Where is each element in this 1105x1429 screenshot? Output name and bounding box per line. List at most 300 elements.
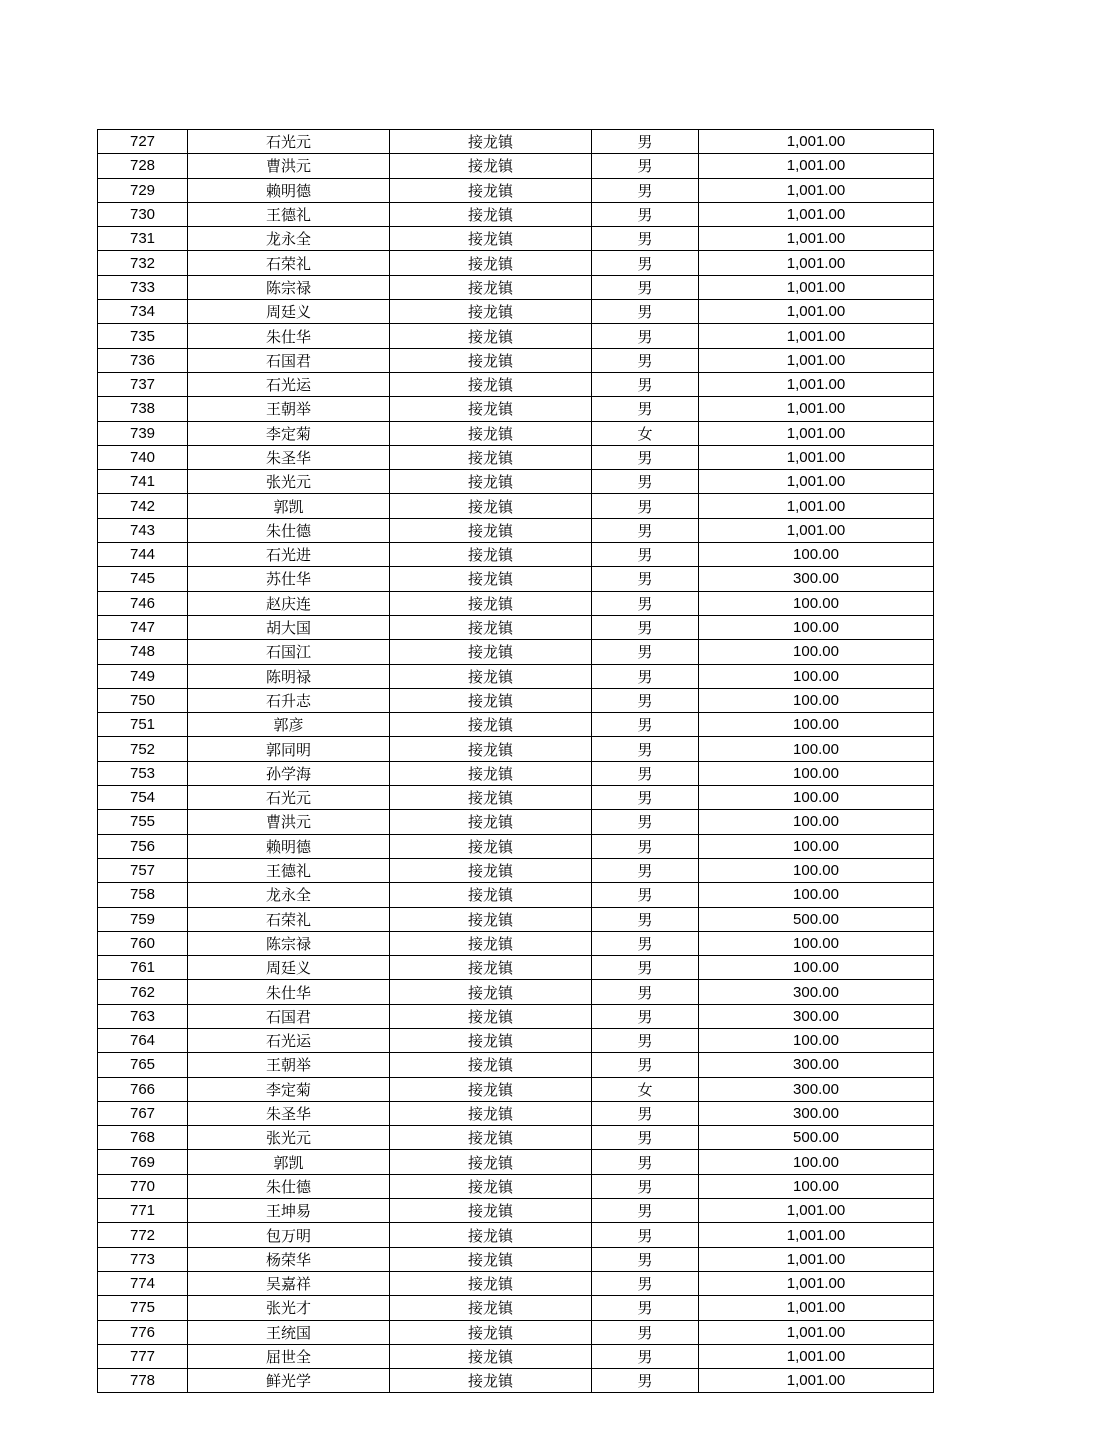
gender-cell: 男 [592, 1150, 699, 1174]
gender-cell: 男 [592, 1028, 699, 1052]
amount-cell: 100.00 [699, 615, 934, 639]
town-cell: 接龙镇 [390, 324, 592, 348]
amount-cell: 100.00 [699, 543, 934, 567]
name-cell: 曹洪元 [188, 154, 390, 178]
name-cell: 龙永全 [188, 227, 390, 251]
gender-cell: 男 [592, 543, 699, 567]
row-number-cell: 734 [98, 300, 188, 324]
table-row [98, 372, 934, 396]
gender-cell: 男 [592, 737, 699, 761]
row-number-cell: 757 [98, 858, 188, 882]
amount-cell: 100.00 [699, 761, 934, 785]
table-row [98, 275, 934, 299]
row-number-cell: 761 [98, 956, 188, 980]
table-row [98, 810, 934, 834]
town-cell: 接龙镇 [390, 1344, 592, 1368]
row-number-cell: 775 [98, 1296, 188, 1320]
gender-cell: 男 [592, 227, 699, 251]
town-cell: 接龙镇 [390, 713, 592, 737]
row-number-cell: 740 [98, 445, 188, 469]
town-cell: 接龙镇 [390, 397, 592, 421]
row-number-cell: 758 [98, 883, 188, 907]
town-cell: 接龙镇 [390, 834, 592, 858]
table-row [98, 615, 934, 639]
data-table [97, 129, 934, 1393]
gender-cell: 男 [592, 275, 699, 299]
gender-cell: 男 [592, 1223, 699, 1247]
gender-cell: 男 [592, 761, 699, 785]
table-row [98, 1369, 934, 1393]
row-number-cell: 748 [98, 640, 188, 664]
table-row [98, 227, 934, 251]
town-cell: 接龙镇 [390, 858, 592, 882]
gender-cell: 男 [592, 810, 699, 834]
gender-cell: 男 [592, 518, 699, 542]
gender-cell: 男 [592, 956, 699, 980]
town-cell: 接龙镇 [390, 664, 592, 688]
amount-cell: 100.00 [699, 956, 934, 980]
name-cell: 张光才 [188, 1296, 390, 1320]
gender-cell: 男 [592, 348, 699, 372]
table-row [98, 688, 934, 712]
amount-cell: 1,001.00 [699, 300, 934, 324]
name-cell: 杨荣华 [188, 1247, 390, 1271]
row-number-cell: 745 [98, 567, 188, 591]
name-cell: 王坤易 [188, 1199, 390, 1223]
table-row [98, 567, 934, 591]
name-cell: 郭彦 [188, 713, 390, 737]
amount-cell: 100.00 [699, 786, 934, 810]
town-cell: 接龙镇 [390, 1101, 592, 1125]
name-cell: 陈明禄 [188, 664, 390, 688]
row-number-cell: 776 [98, 1320, 188, 1344]
name-cell: 屈世全 [188, 1344, 390, 1368]
name-cell: 朱仕华 [188, 324, 390, 348]
name-cell: 李定菊 [188, 421, 390, 445]
table-row [98, 591, 934, 615]
amount-cell: 500.00 [699, 1126, 934, 1150]
table-row [98, 154, 934, 178]
amount-cell: 300.00 [699, 1004, 934, 1028]
name-cell: 朱圣华 [188, 1101, 390, 1125]
name-cell: 周廷义 [188, 956, 390, 980]
town-cell: 接龙镇 [390, 567, 592, 591]
row-number-cell: 728 [98, 154, 188, 178]
amount-cell: 300.00 [699, 980, 934, 1004]
gender-cell: 男 [592, 834, 699, 858]
amount-cell: 1,001.00 [699, 1296, 934, 1320]
amount-cell: 100.00 [699, 640, 934, 664]
gender-cell: 男 [592, 1320, 699, 1344]
amount-cell: 300.00 [699, 1101, 934, 1125]
name-cell: 赖明德 [188, 834, 390, 858]
gender-cell: 男 [592, 154, 699, 178]
table-row [98, 640, 934, 664]
name-cell: 张光元 [188, 1126, 390, 1150]
amount-cell: 1,001.00 [699, 1247, 934, 1271]
gender-cell: 男 [592, 713, 699, 737]
amount-cell: 1,001.00 [699, 1271, 934, 1295]
table-row [98, 858, 934, 882]
town-cell: 接龙镇 [390, 227, 592, 251]
table-row [98, 931, 934, 955]
amount-cell: 1,001.00 [699, 1369, 934, 1393]
row-number-cell: 738 [98, 397, 188, 421]
town-cell: 接龙镇 [390, 494, 592, 518]
town-cell: 接龙镇 [390, 275, 592, 299]
gender-cell: 男 [592, 688, 699, 712]
amount-cell: 1,001.00 [699, 494, 934, 518]
table-row [98, 518, 934, 542]
row-number-cell: 746 [98, 591, 188, 615]
row-number-cell: 751 [98, 713, 188, 737]
gender-cell: 男 [592, 300, 699, 324]
name-cell: 赵庆连 [188, 591, 390, 615]
row-number-cell: 744 [98, 543, 188, 567]
gender-cell: 男 [592, 372, 699, 396]
row-number-cell: 774 [98, 1271, 188, 1295]
gender-cell: 男 [592, 470, 699, 494]
town-cell: 接龙镇 [390, 1028, 592, 1052]
gender-cell: 男 [592, 1344, 699, 1368]
town-cell: 接龙镇 [390, 1126, 592, 1150]
gender-cell: 男 [592, 858, 699, 882]
table-row [98, 1150, 934, 1174]
town-cell: 接龙镇 [390, 737, 592, 761]
town-cell: 接龙镇 [390, 348, 592, 372]
row-number-cell: 759 [98, 907, 188, 931]
name-cell: 王朝举 [188, 1053, 390, 1077]
amount-cell: 100.00 [699, 713, 934, 737]
table-row [98, 1126, 934, 1150]
town-cell: 接龙镇 [390, 761, 592, 785]
amount-cell: 1,001.00 [699, 1223, 934, 1247]
town-cell: 接龙镇 [390, 1271, 592, 1295]
town-cell: 接龙镇 [390, 300, 592, 324]
town-cell: 接龙镇 [390, 591, 592, 615]
town-cell: 接龙镇 [390, 786, 592, 810]
table-row [98, 664, 934, 688]
name-cell: 朱仕德 [188, 1174, 390, 1198]
table-row [98, 1247, 934, 1271]
town-cell: 接龙镇 [390, 421, 592, 445]
gender-cell: 男 [592, 1004, 699, 1028]
amount-cell: 1,001.00 [699, 445, 934, 469]
town-cell: 接龙镇 [390, 688, 592, 712]
amount-cell: 1,001.00 [699, 397, 934, 421]
gender-cell: 男 [592, 251, 699, 275]
town-cell: 接龙镇 [390, 907, 592, 931]
town-cell: 接龙镇 [390, 1223, 592, 1247]
town-cell: 接龙镇 [390, 1150, 592, 1174]
row-number-cell: 760 [98, 931, 188, 955]
row-number-cell: 729 [98, 178, 188, 202]
table-body [98, 130, 934, 1393]
row-number-cell: 766 [98, 1077, 188, 1101]
gender-cell: 男 [592, 907, 699, 931]
town-cell: 接龙镇 [390, 202, 592, 226]
table-row [98, 421, 934, 445]
town-cell: 接龙镇 [390, 931, 592, 955]
name-cell: 孙学海 [188, 761, 390, 785]
row-number-cell: 769 [98, 1150, 188, 1174]
town-cell: 接龙镇 [390, 130, 592, 154]
row-number-cell: 754 [98, 786, 188, 810]
gender-cell: 男 [592, 980, 699, 1004]
table-row [98, 907, 934, 931]
table-row [98, 300, 934, 324]
table-row [98, 1028, 934, 1052]
table-row [98, 1320, 934, 1344]
row-number-cell: 773 [98, 1247, 188, 1271]
table-row [98, 494, 934, 518]
name-cell: 周廷义 [188, 300, 390, 324]
town-cell: 接龙镇 [390, 810, 592, 834]
gender-cell: 男 [592, 1101, 699, 1125]
name-cell: 赖明德 [188, 178, 390, 202]
table-row [98, 737, 934, 761]
name-cell: 王德礼 [188, 202, 390, 226]
gender-cell: 男 [592, 1199, 699, 1223]
gender-cell: 男 [592, 1296, 699, 1320]
amount-cell: 100.00 [699, 1150, 934, 1174]
amount-cell: 300.00 [699, 1077, 934, 1101]
amount-cell: 1,001.00 [699, 1199, 934, 1223]
town-cell: 接龙镇 [390, 1320, 592, 1344]
gender-cell: 男 [592, 202, 699, 226]
gender-cell: 男 [592, 178, 699, 202]
gender-cell: 男 [592, 1053, 699, 1077]
town-cell: 接龙镇 [390, 1296, 592, 1320]
town-cell: 接龙镇 [390, 470, 592, 494]
name-cell: 鲜光学 [188, 1369, 390, 1393]
gender-cell: 男 [592, 1126, 699, 1150]
gender-cell: 男 [592, 591, 699, 615]
table-row [98, 956, 934, 980]
town-cell: 接龙镇 [390, 1199, 592, 1223]
table-row [98, 713, 934, 737]
gender-cell: 男 [592, 664, 699, 688]
row-number-cell: 750 [98, 688, 188, 712]
table-row [98, 397, 934, 421]
amount-cell: 100.00 [699, 883, 934, 907]
amount-cell: 1,001.00 [699, 227, 934, 251]
table-row [98, 1344, 934, 1368]
row-number-cell: 747 [98, 615, 188, 639]
amount-cell: 1,001.00 [699, 324, 934, 348]
gender-cell: 男 [592, 883, 699, 907]
row-number-cell: 735 [98, 324, 188, 348]
row-number-cell: 762 [98, 980, 188, 1004]
table-row [98, 1199, 934, 1223]
amount-cell: 100.00 [699, 810, 934, 834]
row-number-cell: 778 [98, 1369, 188, 1393]
row-number-cell: 741 [98, 470, 188, 494]
name-cell: 郭凯 [188, 494, 390, 518]
name-cell: 王统国 [188, 1320, 390, 1344]
name-cell: 苏仕华 [188, 567, 390, 591]
town-cell: 接龙镇 [390, 615, 592, 639]
town-cell: 接龙镇 [390, 178, 592, 202]
gender-cell: 男 [592, 324, 699, 348]
row-number-cell: 777 [98, 1344, 188, 1368]
gender-cell: 男 [592, 1369, 699, 1393]
gender-cell: 男 [592, 445, 699, 469]
amount-cell: 100.00 [699, 834, 934, 858]
town-cell: 接龙镇 [390, 883, 592, 907]
table-row [98, 178, 934, 202]
table-row [98, 1004, 934, 1028]
table-row [98, 348, 934, 372]
name-cell: 李定菊 [188, 1077, 390, 1101]
name-cell: 王朝举 [188, 397, 390, 421]
name-cell: 石光运 [188, 372, 390, 396]
row-number-cell: 743 [98, 518, 188, 542]
table-row [98, 761, 934, 785]
gender-cell: 男 [592, 1271, 699, 1295]
town-cell: 接龙镇 [390, 154, 592, 178]
amount-cell: 1,001.00 [699, 130, 934, 154]
amount-cell: 1,001.00 [699, 178, 934, 202]
amount-cell: 100.00 [699, 664, 934, 688]
gender-cell: 男 [592, 494, 699, 518]
name-cell: 石国江 [188, 640, 390, 664]
table-row [98, 786, 934, 810]
town-cell: 接龙镇 [390, 1004, 592, 1028]
gender-cell: 男 [592, 130, 699, 154]
amount-cell: 1,001.00 [699, 275, 934, 299]
row-number-cell: 755 [98, 810, 188, 834]
row-number-cell: 767 [98, 1101, 188, 1125]
amount-cell: 300.00 [699, 1053, 934, 1077]
name-cell: 张光元 [188, 470, 390, 494]
amount-cell: 100.00 [699, 688, 934, 712]
amount-cell: 100.00 [699, 1028, 934, 1052]
name-cell: 郭同明 [188, 737, 390, 761]
amount-cell: 100.00 [699, 931, 934, 955]
name-cell: 石光元 [188, 130, 390, 154]
amount-cell: 1,001.00 [699, 202, 934, 226]
table-row [98, 251, 934, 275]
row-number-cell: 739 [98, 421, 188, 445]
table-row [98, 1223, 934, 1247]
gender-cell: 男 [592, 931, 699, 955]
amount-cell: 1,001.00 [699, 518, 934, 542]
name-cell: 石光元 [188, 786, 390, 810]
town-cell: 接龙镇 [390, 518, 592, 542]
name-cell: 陈宗禄 [188, 931, 390, 955]
amount-cell: 1,001.00 [699, 470, 934, 494]
town-cell: 接龙镇 [390, 640, 592, 664]
town-cell: 接龙镇 [390, 1077, 592, 1101]
amount-cell: 100.00 [699, 858, 934, 882]
amount-cell: 1,001.00 [699, 372, 934, 396]
name-cell: 胡大国 [188, 615, 390, 639]
town-cell: 接龙镇 [390, 1247, 592, 1271]
table-row [98, 1101, 934, 1125]
gender-cell: 男 [592, 1247, 699, 1271]
amount-cell: 1,001.00 [699, 1344, 934, 1368]
row-number-cell: 736 [98, 348, 188, 372]
name-cell: 曹洪元 [188, 810, 390, 834]
name-cell: 朱仕德 [188, 518, 390, 542]
row-number-cell: 765 [98, 1053, 188, 1077]
row-number-cell: 771 [98, 1199, 188, 1223]
amount-cell: 1,001.00 [699, 251, 934, 275]
row-number-cell: 730 [98, 202, 188, 226]
gender-cell: 男 [592, 397, 699, 421]
table-row [98, 130, 934, 154]
table-row [98, 883, 934, 907]
town-cell: 接龙镇 [390, 372, 592, 396]
name-cell: 陈宗禄 [188, 275, 390, 299]
row-number-cell: 764 [98, 1028, 188, 1052]
name-cell: 朱圣华 [188, 445, 390, 469]
gender-cell: 男 [592, 640, 699, 664]
name-cell: 王德礼 [188, 858, 390, 882]
table-row [98, 470, 934, 494]
town-cell: 接龙镇 [390, 1053, 592, 1077]
name-cell: 龙永全 [188, 883, 390, 907]
name-cell: 石荣礼 [188, 907, 390, 931]
table-row [98, 445, 934, 469]
amount-cell: 1,001.00 [699, 348, 934, 372]
table-row [98, 324, 934, 348]
row-number-cell: 727 [98, 130, 188, 154]
amount-cell: 100.00 [699, 1174, 934, 1198]
name-cell: 石荣礼 [188, 251, 390, 275]
town-cell: 接龙镇 [390, 543, 592, 567]
row-number-cell: 742 [98, 494, 188, 518]
name-cell: 包万明 [188, 1223, 390, 1247]
table-row [98, 1271, 934, 1295]
table-row [98, 834, 934, 858]
row-number-cell: 753 [98, 761, 188, 785]
row-number-cell: 749 [98, 664, 188, 688]
amount-cell: 300.00 [699, 567, 934, 591]
row-number-cell: 737 [98, 372, 188, 396]
gender-cell: 女 [592, 1077, 699, 1101]
table-row [98, 1077, 934, 1101]
gender-cell: 男 [592, 1174, 699, 1198]
name-cell: 石国君 [188, 1004, 390, 1028]
table-row [98, 202, 934, 226]
table-row [98, 1296, 934, 1320]
name-cell: 郭凯 [188, 1150, 390, 1174]
table-row [98, 1053, 934, 1077]
amount-cell: 1,001.00 [699, 154, 934, 178]
gender-cell: 男 [592, 567, 699, 591]
town-cell: 接龙镇 [390, 980, 592, 1004]
row-number-cell: 768 [98, 1126, 188, 1150]
table-row [98, 980, 934, 1004]
amount-cell: 500.00 [699, 907, 934, 931]
table-row [98, 543, 934, 567]
gender-cell: 女 [592, 421, 699, 445]
town-cell: 接龙镇 [390, 956, 592, 980]
amount-cell: 100.00 [699, 737, 934, 761]
row-number-cell: 772 [98, 1223, 188, 1247]
row-number-cell: 732 [98, 251, 188, 275]
amount-cell: 1,001.00 [699, 1320, 934, 1344]
name-cell: 朱仕华 [188, 980, 390, 1004]
amount-cell: 1,001.00 [699, 421, 934, 445]
table-row [98, 1174, 934, 1198]
name-cell: 石光进 [188, 543, 390, 567]
row-number-cell: 770 [98, 1174, 188, 1198]
row-number-cell: 763 [98, 1004, 188, 1028]
town-cell: 接龙镇 [390, 1174, 592, 1198]
